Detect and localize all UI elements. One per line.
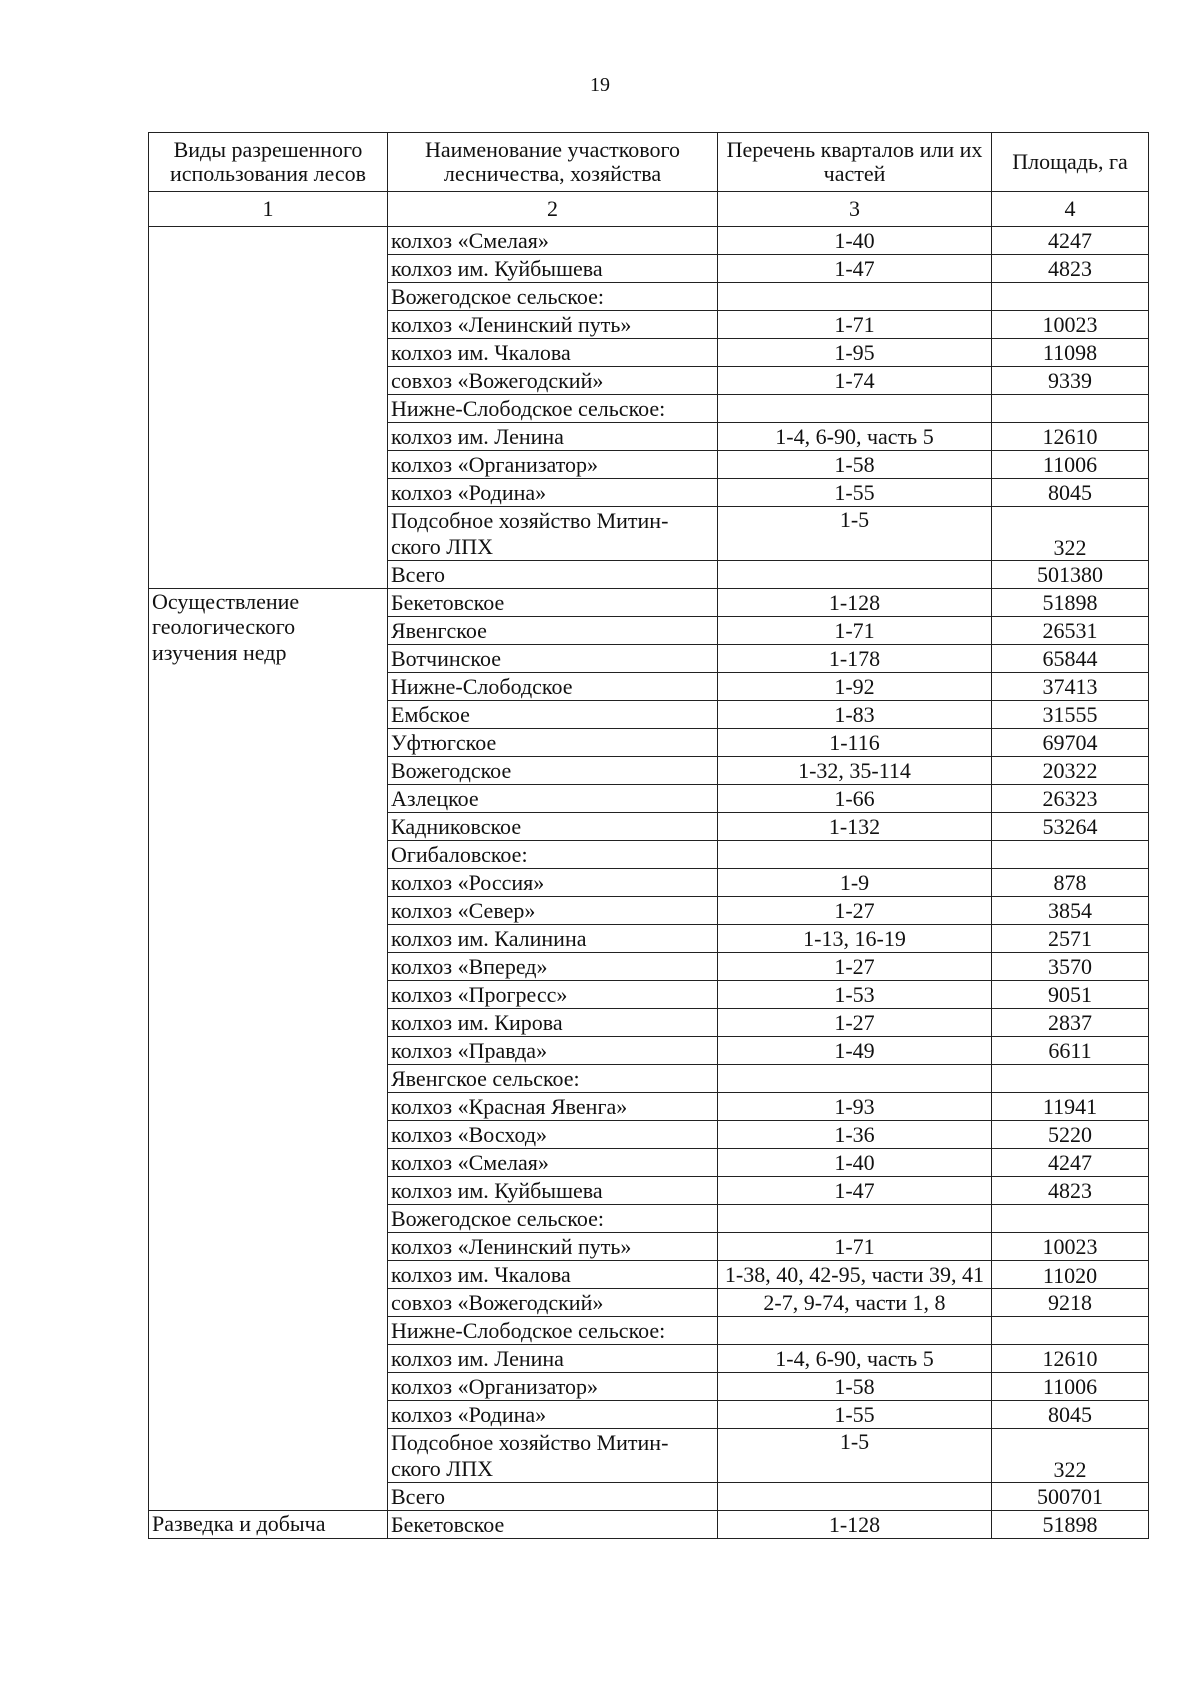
area-cell: 322	[992, 1429, 1149, 1483]
area-cell: 9339	[992, 367, 1149, 395]
quarters-cell: 1-58	[718, 451, 992, 479]
quarters-cell: 1-47	[718, 255, 992, 283]
forestry-name-cell: колхоз им. Чкалова	[388, 339, 718, 367]
column-number: 2	[388, 192, 718, 227]
header-forestry-name: Наименование участкового лесничества, хозяйства	[388, 133, 718, 192]
quarters-cell	[718, 1205, 992, 1233]
forestry-name-cell: Подсобное хозяйство Митин-ского ЛПХ	[388, 507, 718, 561]
forestry-name-cell: колхоз «Смелая»	[388, 1149, 718, 1177]
use-type-cell	[149, 227, 388, 589]
forestry-name-cell: колхоз «Ленинский путь»	[388, 311, 718, 339]
forestry-name-cell: колхоз «Родина»	[388, 479, 718, 507]
quarters-cell: 1-40	[718, 1149, 992, 1177]
quarters-cell: 1-95	[718, 339, 992, 367]
forestry-name-cell: Азлецкое	[388, 785, 718, 813]
forestry-name-cell: Вожегодское сельское:	[388, 1205, 718, 1233]
forestry-name-cell: Ембское	[388, 701, 718, 729]
quarters-cell: 1-71	[718, 1233, 992, 1261]
area-cell: 3570	[992, 953, 1149, 981]
forestry-name-cell: Нижне-Слободское	[388, 673, 718, 701]
quarters-cell: 1-93	[718, 1093, 992, 1121]
forestry-name-cell: колхоз им. Ленина	[388, 1345, 718, 1373]
quarters-cell: 2-7, 9-74, части 1, 8	[718, 1289, 992, 1317]
forestry-name-cell: колхоз «Организатор»	[388, 451, 718, 479]
table-row	[149, 589, 1149, 617]
forestry-name-cell: Бекетовское	[388, 589, 718, 617]
quarters-cell: 1-83	[718, 701, 992, 729]
area-cell: 5220	[992, 1121, 1149, 1149]
quarters-cell: 1-27	[718, 897, 992, 925]
area-cell: 4247	[992, 227, 1149, 255]
use-type-cell: Разведка и добыча	[149, 1511, 388, 1539]
quarters-cell: 1-32, 35-114	[718, 757, 992, 785]
quarters-cell: 1-49	[718, 1037, 992, 1065]
quarters-cell: 1-71	[718, 617, 992, 645]
quarters-cell	[718, 841, 992, 869]
forestry-name-cell: Огибаловское:	[388, 841, 718, 869]
area-cell: 8045	[992, 1401, 1149, 1429]
area-cell	[992, 1205, 1149, 1233]
quarters-cell: 1-53	[718, 981, 992, 1009]
area-cell: 2571	[992, 925, 1149, 953]
forestry-name-cell: колхоз «Смелая»	[388, 227, 718, 255]
forestry-name-cell: колхоз им. Кирова	[388, 1009, 718, 1037]
area-cell: 9051	[992, 981, 1149, 1009]
quarters-cell: 1-13, 16-19	[718, 925, 992, 953]
forestry-name-cell: Явенгское сельское:	[388, 1065, 718, 1093]
area-cell	[992, 841, 1149, 869]
quarters-cell: 1-116	[718, 729, 992, 757]
forestry-name-cell: совхоз «Вожегодский»	[388, 367, 718, 395]
area-cell	[992, 1317, 1149, 1345]
forestry-name-cell: колхоз «Правда»	[388, 1037, 718, 1065]
area-cell: 11098	[992, 339, 1149, 367]
quarters-cell	[718, 561, 992, 589]
area-cell: 12610	[992, 423, 1149, 451]
quarters-cell	[718, 1317, 992, 1345]
page-number: 19	[590, 74, 610, 96]
quarters-cell: 1-58	[718, 1373, 992, 1401]
header-area: Площадь, га	[992, 133, 1149, 192]
area-cell: 9218	[992, 1289, 1149, 1317]
area-cell: 10023	[992, 1233, 1149, 1261]
quarters-cell: 1-5	[718, 1429, 992, 1483]
quarters-cell: 1-132	[718, 813, 992, 841]
quarters-cell: 1-4, 6-90, часть 5	[718, 1345, 992, 1373]
use-type-cell: Осуществление геологического изучения недр	[149, 589, 388, 1511]
column-number: 1	[149, 192, 388, 227]
area-cell: 26531	[992, 617, 1149, 645]
forestry-name-cell: Подсобное хозяйство Митин-ского ЛПХ	[388, 1429, 718, 1483]
quarters-cell: 1-27	[718, 953, 992, 981]
quarters-cell: 1-74	[718, 367, 992, 395]
forestry-name-cell: Явенгское	[388, 617, 718, 645]
quarters-cell: 1-27	[718, 1009, 992, 1037]
forestry-name-cell: колхоз им. Куйбышева	[388, 1177, 718, 1205]
forestry-name-cell: колхоз «Вперед»	[388, 953, 718, 981]
quarters-cell: 1-4, 6-90, часть 5	[718, 423, 992, 451]
forestry-name-cell: колхоз «Россия»	[388, 869, 718, 897]
area-cell: 3854	[992, 897, 1149, 925]
quarters-cell: 1-38, 40, 42-95, части 39, 41	[718, 1261, 992, 1289]
area-cell: 2837	[992, 1009, 1149, 1037]
header-row	[149, 133, 1149, 192]
area-cell: 37413	[992, 673, 1149, 701]
table-row	[149, 1511, 1149, 1539]
forestry-name-cell: колхоз «Север»	[388, 897, 718, 925]
quarters-cell: 1-71	[718, 311, 992, 339]
quarters-cell	[718, 1065, 992, 1093]
quarters-cell: 1-5	[718, 507, 992, 561]
quarters-cell: 1-55	[718, 479, 992, 507]
forestry-name-cell: Всего	[388, 1483, 718, 1511]
forestry-name-cell: колхоз им. Куйбышева	[388, 255, 718, 283]
forestry-name-cell: колхоз им. Калинина	[388, 925, 718, 953]
area-cell: 10023	[992, 311, 1149, 339]
forestry-name-cell: Кадниковское	[388, 813, 718, 841]
area-cell: 31555	[992, 701, 1149, 729]
quarters-cell: 1-9	[718, 869, 992, 897]
area-cell: 8045	[992, 479, 1149, 507]
quarters-cell: 1-92	[718, 673, 992, 701]
forestry-name-cell: Уфтюгское	[388, 729, 718, 757]
quarters-cell: 1-128	[718, 1511, 992, 1539]
area-cell: 26323	[992, 785, 1149, 813]
forestry-name-cell: Нижне-Слободское сельское:	[388, 395, 718, 423]
area-cell: 51898	[992, 1511, 1149, 1539]
area-cell: 500701	[992, 1483, 1149, 1511]
quarters-cell: 1-128	[718, 589, 992, 617]
area-cell: 53264	[992, 813, 1149, 841]
quarters-cell	[718, 1483, 992, 1511]
forestry-name-cell: колхоз «Прогресс»	[388, 981, 718, 1009]
area-cell	[992, 1065, 1149, 1093]
area-cell: 4823	[992, 255, 1149, 283]
column-number: 3	[718, 192, 992, 227]
area-cell: 322	[992, 507, 1149, 561]
quarters-cell: 1-36	[718, 1121, 992, 1149]
area-cell: 11006	[992, 1373, 1149, 1401]
forestry-name-cell: Вожегодское сельское:	[388, 283, 718, 311]
table-body	[149, 227, 1149, 1539]
quarters-cell: 1-40	[718, 227, 992, 255]
table-row	[149, 227, 1149, 255]
quarters-cell: 1-66	[718, 785, 992, 813]
header-use-type: Виды разрешенного использования лесов	[149, 133, 388, 192]
area-cell: 11006	[992, 451, 1149, 479]
area-cell: 878	[992, 869, 1149, 897]
quarters-cell: 1-47	[718, 1177, 992, 1205]
forestry-name-cell: колхоз им. Чкалова	[388, 1261, 718, 1289]
forestry-name-cell: колхоз «Родина»	[388, 1401, 718, 1429]
forestry-name-cell: Вожегодское	[388, 757, 718, 785]
area-cell	[992, 395, 1149, 423]
forest-use-table	[148, 132, 1149, 1539]
area-cell: 501380	[992, 561, 1149, 589]
column-number-row	[149, 192, 1149, 227]
forestry-name-cell: колхоз им. Ленина	[388, 423, 718, 451]
header-quarters-list: Перечень кварталов или их частей	[718, 133, 992, 192]
forestry-name-cell: совхоз «Вожегодский»	[388, 1289, 718, 1317]
area-cell: 69704	[992, 729, 1149, 757]
quarters-cell: 1-178	[718, 645, 992, 673]
area-cell: 20322	[992, 757, 1149, 785]
area-cell: 65844	[992, 645, 1149, 673]
forestry-name-cell: колхоз «Ленинский путь»	[388, 1233, 718, 1261]
area-cell: 11941	[992, 1093, 1149, 1121]
forestry-name-cell: колхоз «Восход»	[388, 1121, 718, 1149]
area-cell: 4823	[992, 1177, 1149, 1205]
area-cell: 51898	[992, 589, 1149, 617]
forestry-name-cell: колхоз «Организатор»	[388, 1373, 718, 1401]
quarters-cell: 1-55	[718, 1401, 992, 1429]
quarters-cell	[718, 283, 992, 311]
forestry-name-cell: Нижне-Слободское сельское:	[388, 1317, 718, 1345]
area-cell: 6611	[992, 1037, 1149, 1065]
forestry-name-cell: Всего	[388, 561, 718, 589]
area-cell: 12610	[992, 1345, 1149, 1373]
column-number: 4	[992, 192, 1149, 227]
forestry-name-cell: Вотчинское	[388, 645, 718, 673]
forestry-name-cell: Бекетовское	[388, 1511, 718, 1539]
quarters-cell	[718, 395, 992, 423]
forestry-name-cell: колхоз «Красная Явенга»	[388, 1093, 718, 1121]
area-cell: 11020	[992, 1261, 1149, 1289]
area-cell: 4247	[992, 1149, 1149, 1177]
area-cell	[992, 283, 1149, 311]
